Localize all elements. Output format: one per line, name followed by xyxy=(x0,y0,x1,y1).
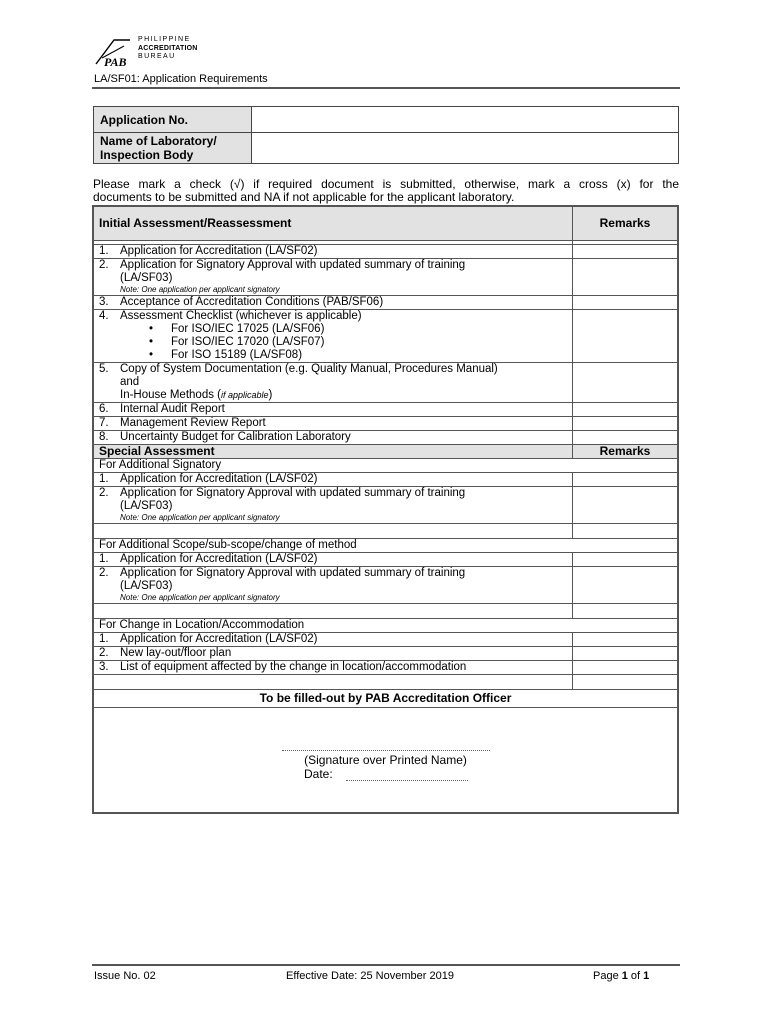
logo-line-1: PHILIPPINE xyxy=(138,36,191,43)
officer-signature-box xyxy=(93,707,678,813)
instructions-line-1: Please mark a check (√) if required document is submitted, otherwise, mark a cross (x) for the xyxy=(93,177,679,191)
requirements-table xyxy=(92,205,679,814)
remarks-cell[interactable] xyxy=(573,244,679,258)
table-row: 6. Internal Audit Report xyxy=(93,402,678,416)
application-no-field[interactable] xyxy=(252,107,679,133)
bullet-icon: • xyxy=(149,335,154,348)
remarks-cell[interactable] xyxy=(573,472,679,486)
lab-name-field[interactable] xyxy=(252,133,679,164)
header-rule xyxy=(92,87,680,89)
table-row: 1. Application for Accreditation (LA/SF02) xyxy=(93,244,678,258)
lab-name-label: Name of Laboratory/ Inspection Body xyxy=(94,133,252,164)
pab-logo xyxy=(94,36,214,70)
remarks-cell[interactable] xyxy=(573,295,679,309)
logo-line-3: BUREAU xyxy=(138,53,176,60)
issue-number: Issue No. 02 xyxy=(94,970,156,982)
bullet-icon: • xyxy=(149,322,154,335)
special-assessment-header: Special Assessment xyxy=(93,444,573,458)
signature-line[interactable] xyxy=(282,750,490,751)
instructions xyxy=(93,178,679,204)
remarks-cell[interactable] xyxy=(573,430,679,444)
table-row: 2. Application for Signatory Approval with updated summary of training (LA/SF03) Note: One application per applicant signatory xyxy=(93,566,678,603)
table-row: 5. Copy of System Documentation (e.g. Quality Manual, Procedures Manual) and In-House Methods (if applicable) xyxy=(93,362,678,402)
application-info-table xyxy=(93,106,679,164)
section-label: For Additional Signatory xyxy=(93,458,678,472)
remarks-cell[interactable] xyxy=(573,632,679,646)
table-row: 3. List of equipment affected by the change in location/accommodation xyxy=(93,660,678,674)
officer-section-header: To be filled-out by PAB Accreditation Officer xyxy=(93,689,678,707)
effective-date: Effective Date: 25 November 2019 xyxy=(286,970,454,982)
table-row: 4. Assessment Checklist (whichever is applicable) • For ISO/IEC 17025 (LA/SF06) • For ISO/IEC 17020 (LA/SF07) • For ISO 15189 (LA/SF08) xyxy=(93,309,678,362)
table-row: 2. Application for Signatory Approval with updated summary of training (LA/SF03) Note: One application per applicant signatory xyxy=(93,258,678,295)
page-number: Page 1 of 1 xyxy=(593,970,650,982)
svg-text:PAB: PAB xyxy=(104,55,127,68)
table-row: 1. Application for Accreditation (LA/SF02) xyxy=(93,472,678,486)
table-row: 3. Acceptance of Accreditation Conditions (PAB/SF06) xyxy=(93,295,678,309)
remarks-cell[interactable] xyxy=(573,552,679,566)
instructions-line-2: documents to be submitted and NA if not applicable for the applicant laboratory. xyxy=(93,190,515,204)
footer-rule xyxy=(92,964,680,966)
section-label: For Change in Location/Accommodation xyxy=(93,618,678,632)
remarks-cell[interactable] xyxy=(573,402,679,416)
logo-text xyxy=(138,36,198,62)
signature-label: (Signature over Printed Name) xyxy=(304,752,467,767)
remarks-header: Remarks xyxy=(573,444,679,458)
table-row: 1. Application for Accreditation (LA/SF02) xyxy=(93,632,678,646)
pab-logo-mark xyxy=(94,36,132,68)
section-label: For Additional Scope/sub-scope/change of method xyxy=(93,538,678,552)
initial-assessment-header: Initial Assessment/Reassessment xyxy=(93,206,573,240)
remarks-cell[interactable] xyxy=(573,486,679,523)
remarks-header: Remarks xyxy=(573,206,679,240)
remarks-cell[interactable] xyxy=(573,660,679,674)
table-row: 8. Uncertainty Budget for Calibration Laboratory xyxy=(93,430,678,444)
document-code: LA/SF01: Application Requirements xyxy=(94,73,268,85)
remarks-cell[interactable] xyxy=(573,566,679,603)
remarks-cell[interactable] xyxy=(573,646,679,660)
remarks-cell[interactable] xyxy=(573,309,679,362)
date-label: Date: xyxy=(304,766,333,781)
application-no-label: Application No. xyxy=(94,107,252,133)
table-row: 7. Management Review Report xyxy=(93,416,678,430)
date-field[interactable] xyxy=(346,780,468,781)
logo-line-2: ACCREDITATION xyxy=(138,44,198,52)
bullet-icon: • xyxy=(149,348,154,361)
remarks-cell[interactable] xyxy=(573,416,679,430)
table-row: 1. Application for Accreditation (LA/SF02) xyxy=(93,552,678,566)
remarks-cell[interactable] xyxy=(573,258,679,295)
table-row: 2. Application for Signatory Approval with updated summary of training (LA/SF03) Note: One application per applicant signatory xyxy=(93,486,678,523)
table-row: 2. New lay-out/floor plan xyxy=(93,646,678,660)
remarks-cell[interactable] xyxy=(573,362,679,402)
